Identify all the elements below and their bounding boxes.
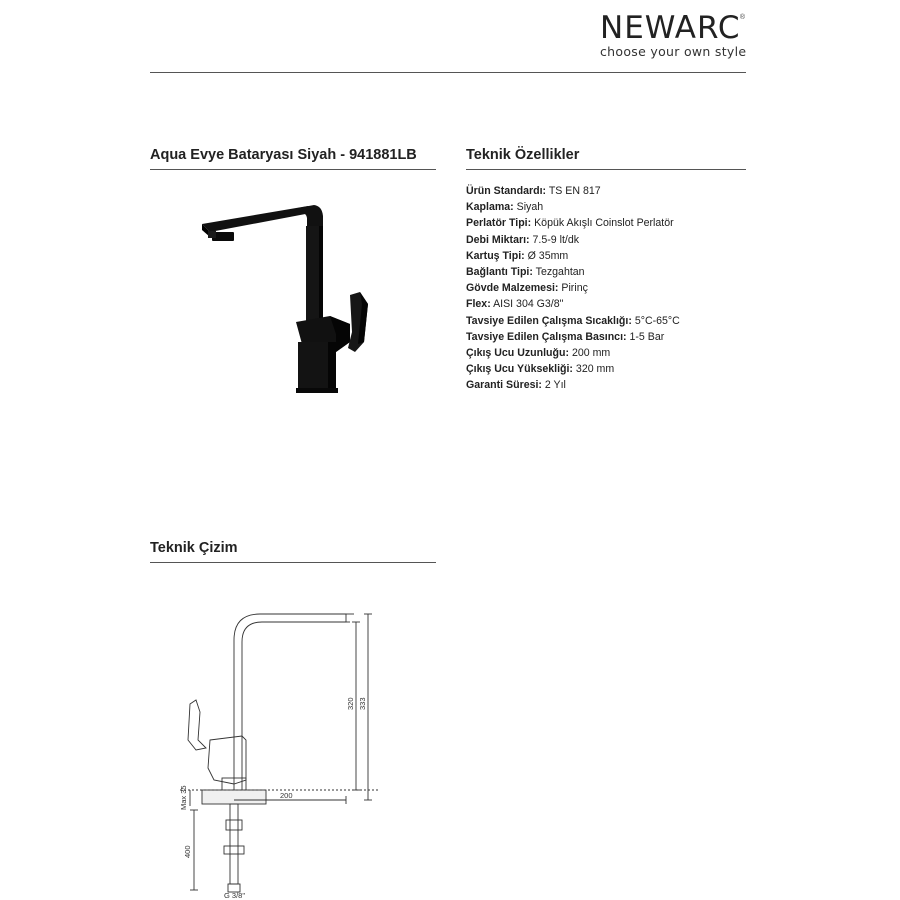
spec-row (466, 215, 756, 231)
faucet-product-image (180, 192, 400, 402)
spec-value: TS EN 817 (548, 185, 601, 197)
brand-logo-block (600, 12, 745, 59)
dim-total-height: 333 (358, 697, 367, 710)
dim-spout-reach: 200 (280, 791, 293, 800)
spec-value: 200 mm (571, 347, 611, 360)
spec-value: 1-5 Bar (629, 330, 665, 343)
spec-key: Tavsiye Edilen Çalışma Sıcaklığı: (466, 314, 632, 327)
spec-row (466, 232, 756, 248)
technical-drawing (150, 600, 410, 900)
spec-row (466, 313, 756, 329)
product-title: Aqua Evye Bataryası Siyah - 941881LB (150, 147, 417, 163)
dim-hose-length: 400 (183, 845, 192, 858)
spec-row (466, 329, 756, 345)
spec-row (466, 345, 756, 361)
spec-key: Perlatör Tipi: (466, 217, 532, 230)
spec-row (466, 199, 756, 215)
spec-value: 2 Yıl (544, 379, 566, 392)
spec-key: Gövde Malzemesi: (466, 282, 559, 295)
spec-value: Tezgahtan (535, 266, 585, 279)
dim-connection: G 3/8" (224, 891, 246, 900)
spec-key: Çıkış Ucu Yüksekliği: (466, 363, 573, 376)
drawing-title-divider (150, 562, 436, 563)
spec-key: Çıkış Ucu Uzunluğu: (466, 347, 569, 360)
spec-value: Köpük Akışlı Coinslot Perlatör (534, 217, 674, 230)
spec-key: Flex: (466, 298, 491, 311)
specs-title-divider (466, 169, 746, 170)
spec-value: Ø 35mm (527, 249, 569, 262)
registered-mark: ® (739, 14, 745, 21)
spec-value: Pirinç (561, 282, 588, 295)
spec-key: Tavsiye Edilen Çalışma Basıncı: (466, 330, 627, 343)
spec-key: Bağlantı Tipi: (466, 266, 533, 279)
spec-value: Siyah (516, 201, 544, 214)
dim-spout-height: 320 (346, 697, 355, 710)
spec-value: 7.5-9 lt/dk (532, 233, 580, 246)
spec-row (466, 377, 756, 393)
spec-row (466, 280, 756, 296)
spec-list (466, 183, 756, 394)
brand-logo: NEWARC (600, 10, 741, 46)
spec-row (466, 361, 756, 377)
spec-row (466, 248, 756, 264)
spec-key: Debi Miktarı: (466, 233, 530, 246)
dim-max-deck: Max 35 (179, 785, 188, 810)
header-divider (150, 72, 746, 73)
spec-value: 320 mm (575, 363, 615, 376)
spec-value: AISI 304 G3/8" (493, 298, 564, 311)
specs-title: Teknik Özellikler (466, 147, 580, 163)
product-title-divider (150, 169, 436, 170)
spec-row (466, 296, 756, 312)
drawing-title: Teknik Çizim (150, 540, 238, 556)
spec-key: Garanti Süresi: (466, 379, 542, 392)
spec-row (466, 183, 756, 199)
spec-key: Ürün Standardı: (466, 185, 547, 197)
spec-key: Kartuş Tipi: (466, 249, 525, 262)
spec-value: 5°C-65°C (634, 314, 680, 327)
brand-tagline: choose your own style (600, 44, 747, 59)
spec-row (466, 264, 756, 280)
spec-key: Kaplama: (466, 201, 514, 214)
